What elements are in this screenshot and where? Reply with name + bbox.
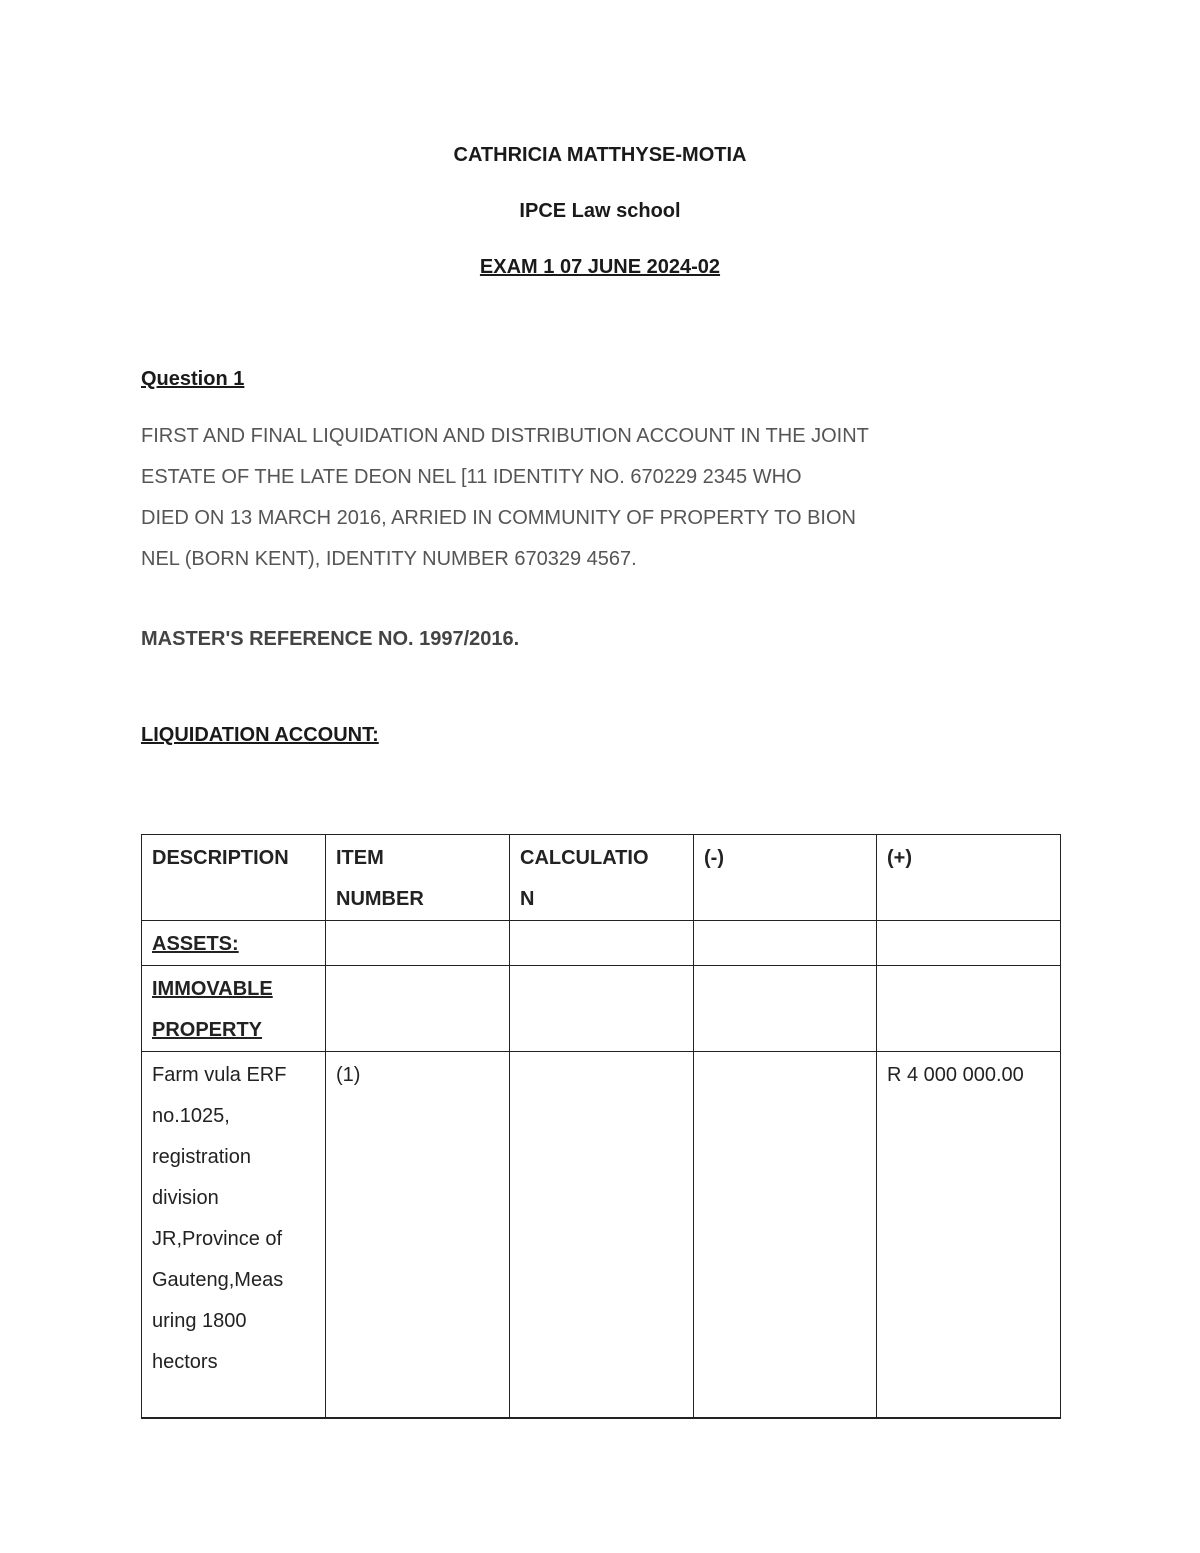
question-paragraph [141, 416, 1041, 580]
question-line: FIRST AND FINAL LIQUIDATION AND DISTRIBUTION ACCOUNT IN THE JOINT [141, 425, 869, 447]
question-line: DIED ON 13 MARCH 2016, ARRIED IN COMMUNITY OF PROPERTY TO BION [141, 507, 856, 529]
table-row-farm [142, 1052, 1061, 1418]
header-minus: (-) [694, 835, 877, 921]
empty-cell [326, 921, 510, 966]
master-reference: MASTER'S REFERENCE NO. 1997/2016. [141, 628, 520, 650]
table-header-row [142, 835, 1061, 921]
empty-cell [510, 1052, 694, 1418]
empty-cell [877, 966, 1061, 1052]
empty-cell [877, 921, 1061, 966]
empty-cell [694, 966, 877, 1052]
farm-description-cell: Farm vula ERF no.1025, registration division JR,Province of Gauteng,Meas uring 1800 hectors [142, 1052, 326, 1418]
liquidation-table [141, 834, 1061, 1419]
school-name: IPCE Law school [519, 200, 681, 222]
header-item-number: ITEM NUMBER [326, 835, 510, 921]
question-label: Question 1 [141, 368, 245, 390]
empty-cell [510, 966, 694, 1052]
exam-title: EXAM 1 07 JUNE 2024-02 [479, 256, 721, 278]
empty-cell [694, 1052, 877, 1418]
farm-item-number-cell: (1) [326, 1052, 510, 1418]
empty-cell [326, 966, 510, 1052]
farm-plus-value-cell: R 4 000 000.00 [877, 1052, 1061, 1418]
header-calculation: CALCULATIO N [510, 835, 694, 921]
header-description: DESCRIPTION [142, 835, 326, 921]
author-name: CATHRICIA MATTHYSE-MOTIA [453, 144, 747, 166]
assets-label-cell [142, 921, 326, 966]
immovable-label-cell: IMMOVABLE PROPERTY [142, 966, 326, 1052]
question-line: NEL (BORN KENT), IDENTITY NUMBER 670329 4567. [141, 548, 637, 570]
table-row-assets [142, 921, 1061, 966]
assets-label: ASSETS: [152, 933, 239, 955]
table-row-immovable [142, 966, 1061, 1052]
empty-cell [510, 921, 694, 966]
question-line: ESTATE OF THE LATE DEON NEL [11 IDENTITY NO. 670229 2345 WHO [141, 466, 802, 488]
header-plus: (+) [877, 835, 1061, 921]
empty-cell [694, 921, 877, 966]
liquidation-heading: LIQUIDATION ACCOUNT: [141, 724, 379, 746]
